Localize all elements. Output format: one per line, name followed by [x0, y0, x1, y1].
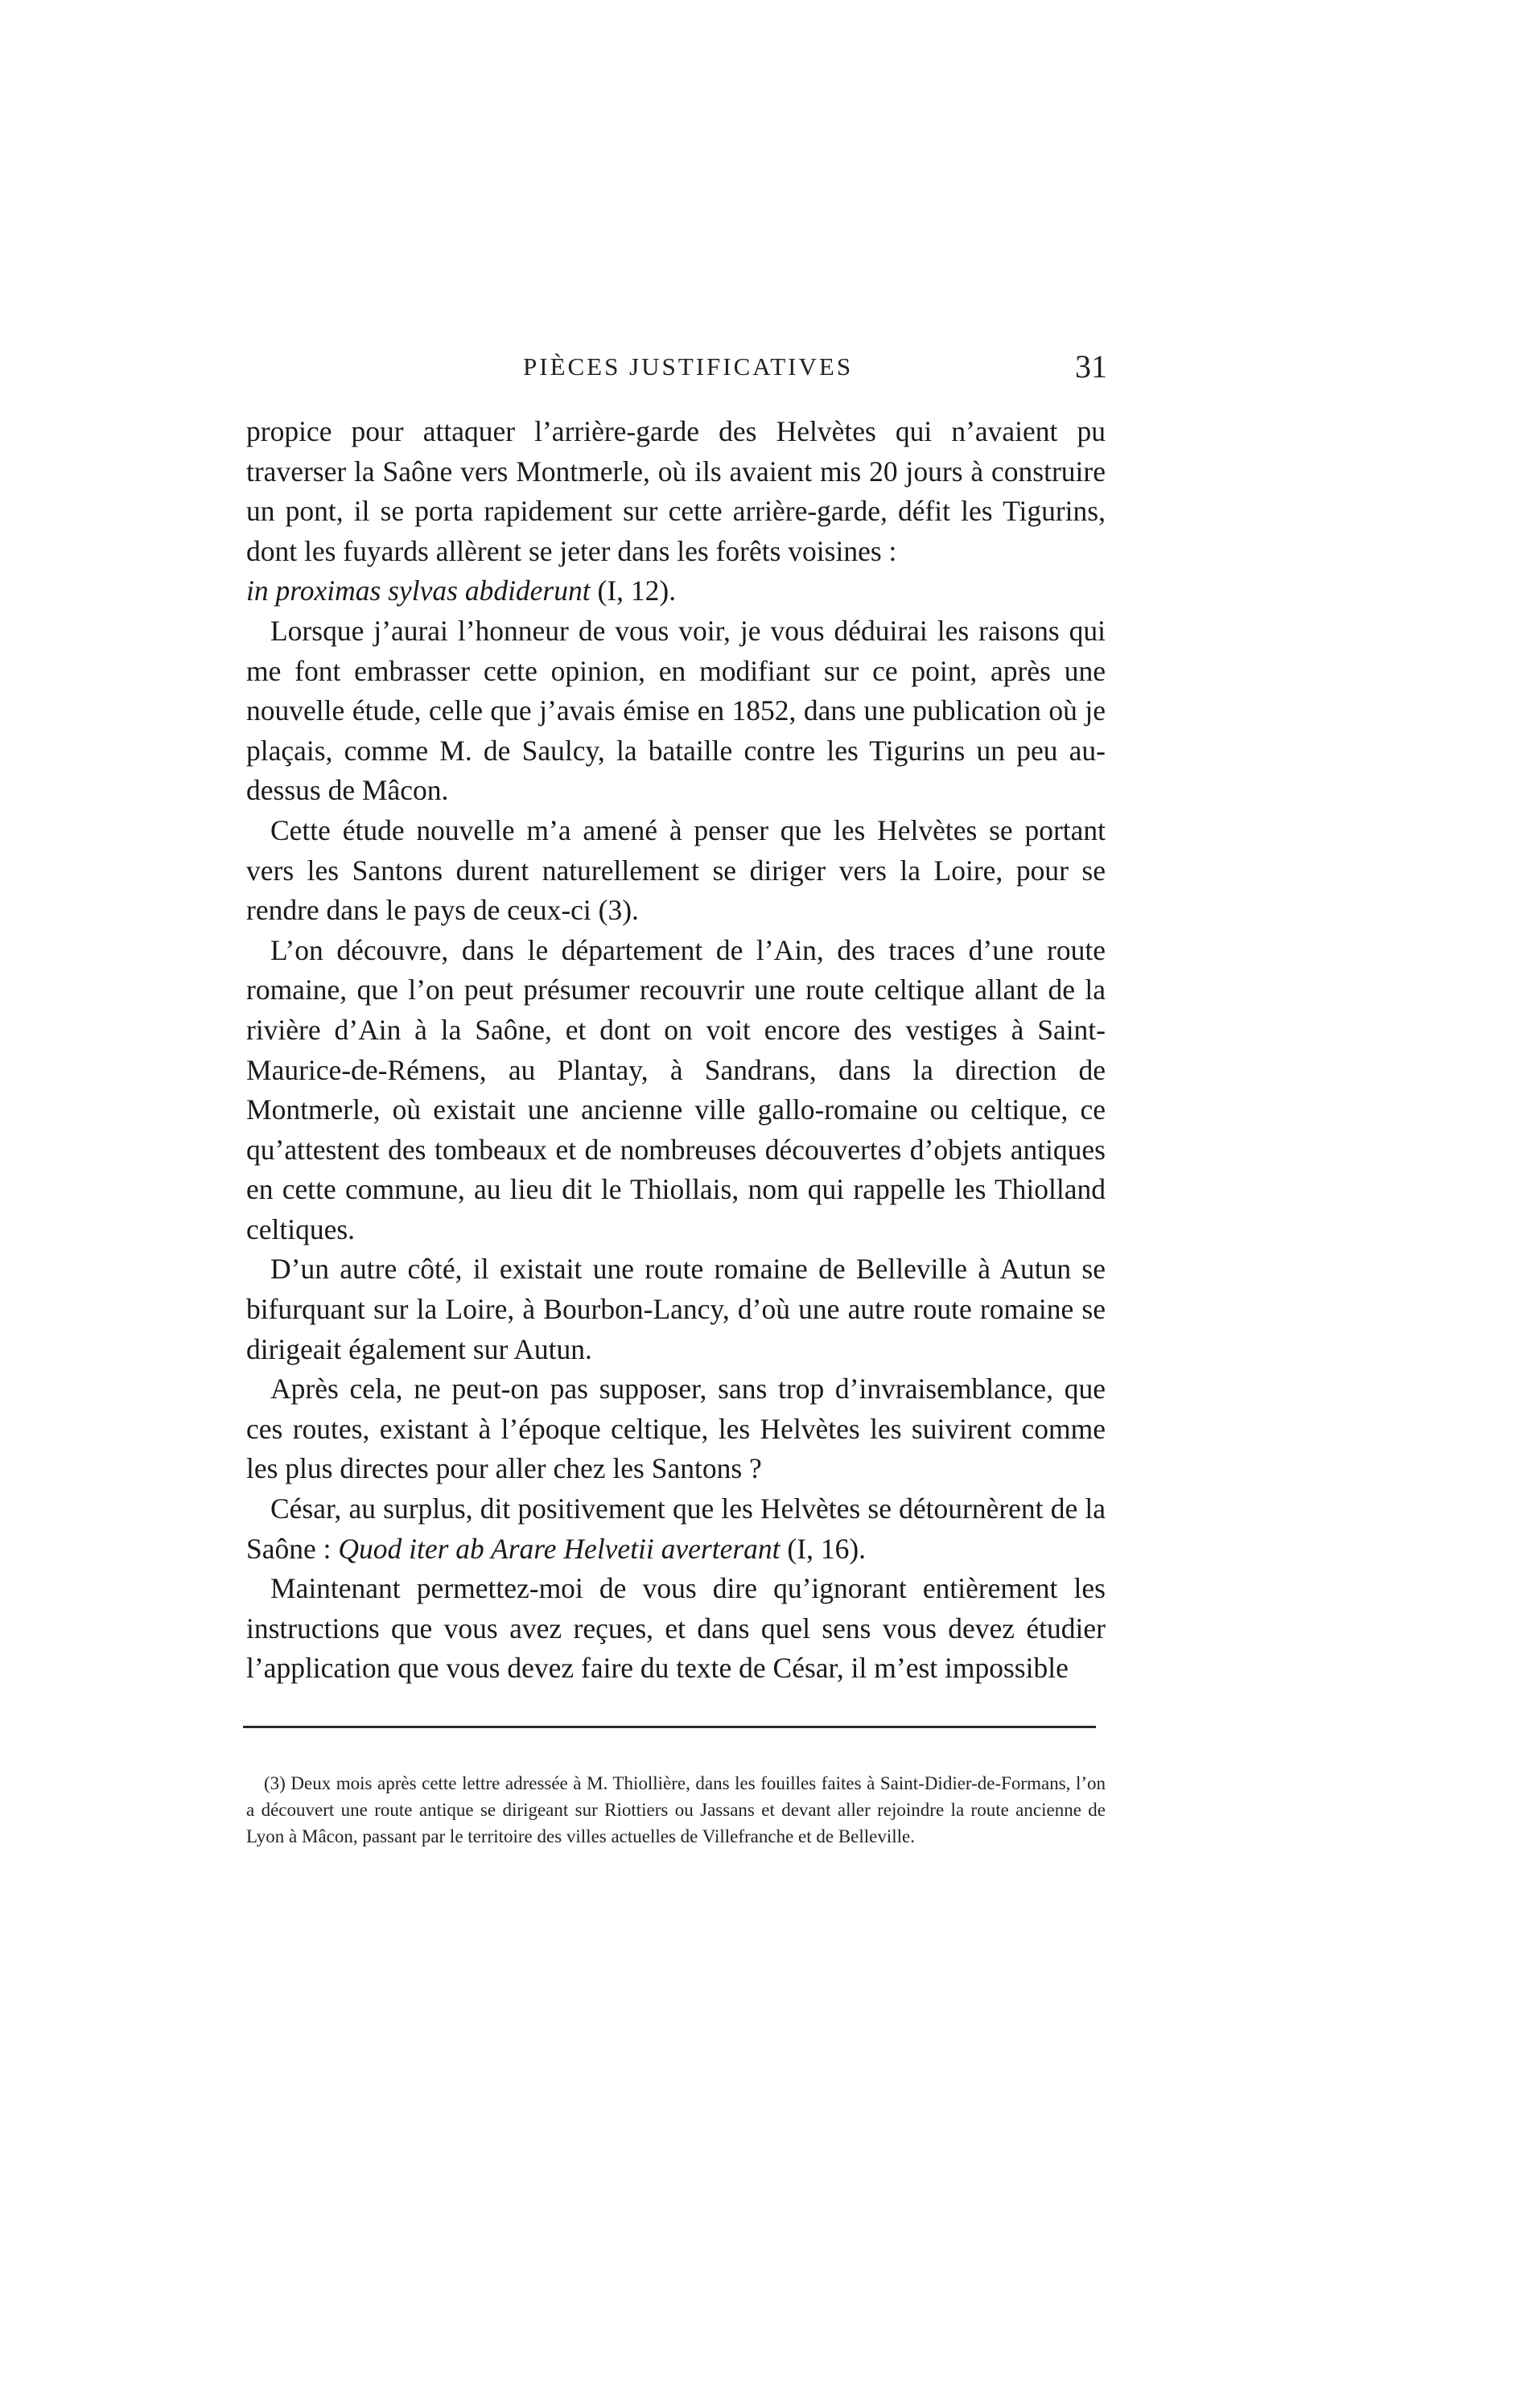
- footnote-divider: [243, 1726, 1096, 1728]
- paragraph-5: D’un autre côté, il existait une route romaine de Belleville à Autun se bifurquant sur la Loire, à Bourbon-Lancy, d’où une autre route romaine se dirigeait également sur Autun.: [246, 1253, 1106, 1365]
- paragraph-8: Maintenant permettez-moi de vous dire qu’ignorant entièrement les instructions que vous avez reçues, et dans quel sens vous devez étudier l’application que vous devez faire du texte de César, il m’est impossible: [246, 1572, 1106, 1685]
- paragraph-1: [246, 412, 1106, 611]
- citation-1: (I, 12).: [590, 574, 677, 607]
- paragraph-1-text: propice pour attaquer l’arrière-garde des Helvètes qui n’avaient pu traverser la Saône vers Montmerle, où ils avaient mis 20 jours à construire un pont, il se porta rapidement sur cette arrière-garde, défit les Tigurins, dont les fuyards allèrent se jeter dans les forêts voisines :: [246, 415, 1106, 567]
- paragraph-7-text: César, au surplus, dit positivement que les Helvètes se détournèrent de la Saône :: [246, 1492, 1106, 1565]
- latin-quote-2: Quod iter ab Arare Helvetii averterant: [338, 1532, 780, 1565]
- paragraph-6: Après cela, ne peut-on pas supposer, sans trop d’invraisemblance, que ces routes, existant à l’époque celtique, les Helvètes les suivirent comme les plus directes pour aller chez les Santons ?: [246, 1373, 1106, 1485]
- paragraph-3: Cette étude nouvelle m’a amené à penser que les Helvètes se portant vers les Santons durent naturellement se diriger vers la Loire, pour se rendre dans le pays de ceux-ci (3).: [246, 813, 1106, 927]
- body-text: [246, 412, 1106, 1689]
- footnote: (3) Deux mois après cette lettre adressée à M. Thiollière, dans les fouilles faites à Saint-Didier-de-Formans, l’on a découvert une route antique se dirigeant sur Riottiers ou Jassans et devant aller rejoindre la route ancienne de Lyon à Mâcon, passant par le territoire des villes actuelles de Villefranche et de Belleville.: [246, 1773, 1106, 1846]
- paragraph-7: [246, 1489, 1106, 1569]
- paragraph-4: L’on découvre, dans le département de l’Ain, des traces d’une route romaine, que l’on peut présumer recouvrir une route celtique allant de la rivière d’Ain à la Saône, et dont on voit encore des vestiges à Saint-Maurice-de-Rémens, au Plantay, à Sandrans, dans la direction de Montmerle, où existait une ancienne ville gallo-romaine ou celtique, ce qu’attestent des tombeaux et de nombreuses découvertes d’objets antiques en cette commune, au lieu dit le Thiollais, nom qui rappelle les Thiolland celtiques.: [246, 933, 1106, 1245]
- paragraph-2: Lorsque j’aurai l’honneur de vous voir, je vous déduirai les raisons qui me font embrasser cette opinion, en modifiant sur ce point, après une nouvelle étude, celle que j’avais émise en 1852, dans une publication où je plaçais, comme M. de Saulcy, la bataille contre les Tigurins un peu au-dessus de Mâcon.: [246, 614, 1106, 807]
- running-title: PIÈCES JUSTIFICATIVES: [523, 352, 854, 381]
- citation-2: (I, 16).: [780, 1532, 867, 1565]
- latin-quote-1: in proximas sylvas abdiderunt: [246, 574, 591, 607]
- page-number: 31: [1075, 348, 1107, 385]
